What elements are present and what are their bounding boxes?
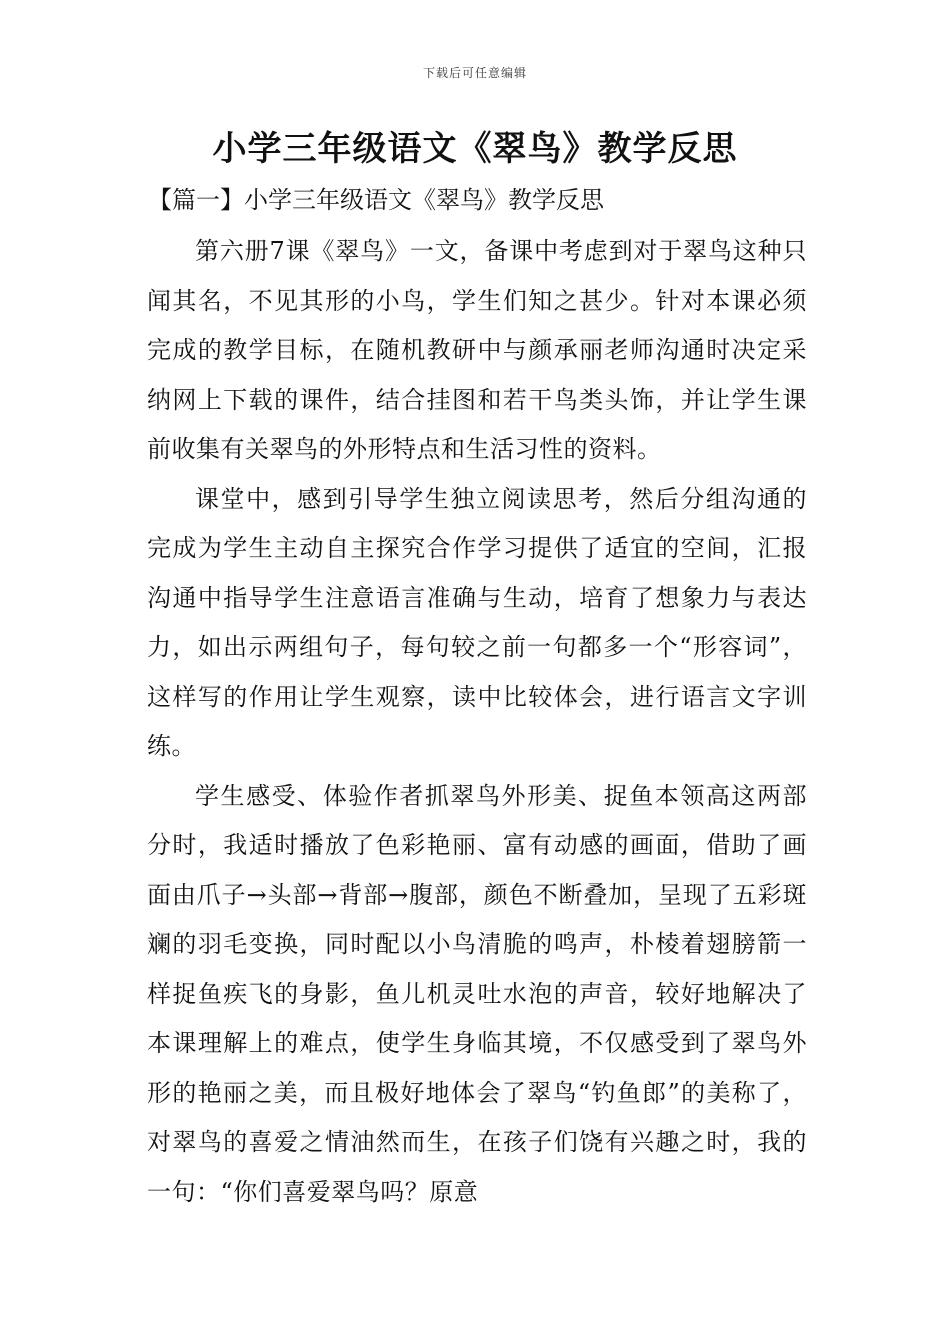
paragraph: 课堂中，感到引导学生独立阅读思考，然后分组沟通的完成为学生主动自主探究合作学习提供了适宜的空间，汇报沟通中指导学生注意语言准确与生动，培育了想象力与表达力，如出示两组句子，每句较之前一句都多一个“形容词”，这样写的作用让学生观察，读中比较体会，进行语言文字训练。 xyxy=(147,484,807,760)
header-note: 下载后可任意编辑 xyxy=(422,66,527,80)
paragraph: 第六册7课《翠鸟》一文，备课中考虑到对于翠鸟这种只闻其名，不见其形的小鸟，学生们知之甚少。针对本课必须完成的教学目标，在随机教研中与颜承丽老师沟通时决定采纳网上下载的课件，结合挂图和若干鸟类头饰，并让学生课前收集有关翠鸟的外形特点和生活习性的资料。 xyxy=(147,237,807,463)
document-title: 小学三年级语文《翠鸟》教学反思 xyxy=(212,129,738,169)
paragraph: 学生感受、体验作者抓翠鸟外形美、捉鱼本领高这两部分时，我适时播放了色彩艳丽、富有动感的画面，借助了画面由爪子→头部→背部→腹部，颜色不断叠加，呈现了五彩斑斓的羽毛变换，同时配以小鸟清脆的鸣声，朴棱着翅膀箭一样捉鱼疾飞的身影，鱼儿机灵吐水泡的声音，较好地解决了本课理解上的难点，使学生身临其境，不仅感受到了翠鸟外形的艳丽之美，而且极好地体会了翠鸟“钓鱼郎”的美称了，对翠鸟的喜爱之情油然而生，在孩子们饶有兴趣之时，我的一句：“你们喜爱翠鸟吗？原意 xyxy=(147,781,807,1206)
body-text xyxy=(147,227,807,1217)
section-heading: 【篇一】小学三年级语文《翠鸟》教学反思 xyxy=(148,186,604,214)
